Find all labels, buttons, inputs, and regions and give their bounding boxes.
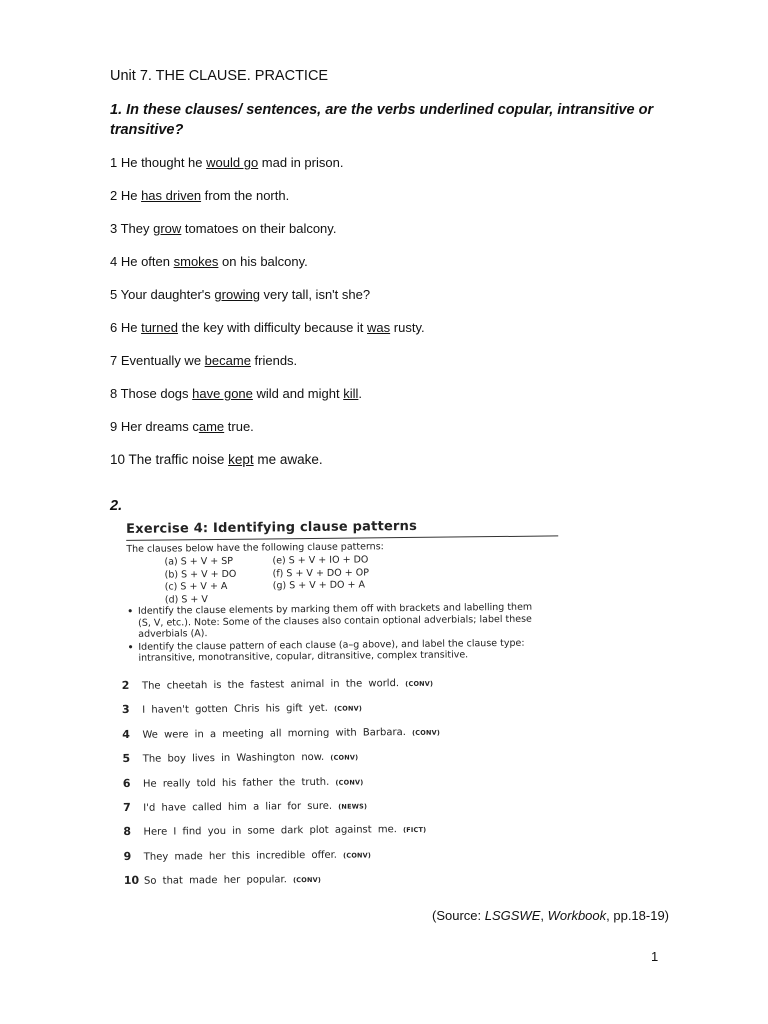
exercise-item: 6 He really told his father the truth. (CONV) — [122, 776, 364, 790]
sentence-7: 7 Eventually we became friends. — [110, 353, 298, 368]
exercise-item: 4 We were in a meeting all morning with Barbara. (CONV) — [122, 726, 441, 741]
exercise-items — [122, 674, 564, 898]
pattern-row: (c) S + V + A (g) S + V + DO + A — [164, 579, 366, 593]
page-title: Unit 7. THE CLAUSE. PRACTICE — [110, 68, 329, 84]
scanned-exercise — [120, 513, 574, 898]
sentence-8: 8 Those dogs have gone wild and might kill. — [110, 386, 363, 401]
exercise-item: 7 I'd have called him a liar for sure. (NEWS) — [122, 800, 368, 814]
pattern-row: (b) S + V + DO (f) S + V + DO + OP — [164, 566, 369, 581]
sentence-1: 1 He thought he would go mad in prison. — [110, 155, 344, 170]
sentence-10: 10 The traffic noise kept me awake. — [110, 452, 323, 467]
exercise-item: 2 The cheetah is the fastest animal in the world. (CONV) — [121, 678, 434, 692]
exercise-item: 10 So that made her popular. (CONV) — [123, 873, 322, 888]
exercise-intro: The clauses below have the following clause patterns: — [126, 541, 384, 555]
sentence-3: 3 They grow tomatoes on their balcony. — [110, 221, 337, 236]
instruction-list — [127, 602, 548, 666]
source-citation: (Source: LSGSWE, Workbook, pp.18-19) — [432, 908, 670, 923]
sentence-6: 6 He turned the key with difficulty because it was rusty. — [110, 320, 425, 335]
exercise-item: 5 The boy lives in Washington now. (CONV) — [122, 752, 359, 766]
sentence-2: 2 He has driven from the north. — [110, 188, 290, 203]
sentence-4: 4 He often smokes on his balcony. — [110, 254, 308, 269]
exercise-item: 9 They made her this incredible offer. (CONV) — [123, 849, 372, 863]
pattern-row: (a) S + V + SP (e) S + V + IO + DO — [164, 554, 369, 568]
sentence-5: 5 Your daughter's growing very tall, isn't she? — [110, 287, 371, 302]
exercise-item: 8 Here I find you in some dark plot against me. (FICT) — [123, 824, 427, 839]
clause-patterns — [164, 553, 465, 606]
page-number: 1 — [651, 949, 659, 964]
exercise-item: 3 I haven't gotten Chris his gift yet. (CONV) — [121, 703, 363, 717]
pattern-row: (d) S + V — [164, 593, 208, 606]
question-1-heading: 1. In these clauses/ sentences, are the verbs underlined copular, intransitive or transitive? — [110, 102, 654, 138]
sentence-9: 9 Her dreams came true. — [110, 419, 254, 434]
sentence-list — [110, 154, 670, 484]
exercise-title: Exercise 4: Identifying clause patterns — [126, 518, 418, 537]
question-2-heading: 2. — [110, 498, 123, 514]
instruction-item: • Identify the clause pattern of each clause (a–g above), and label the clause type: intransitive, monotransitive, copular, ditransitive, complex transitive. — [127, 637, 547, 664]
instruction-item: • Identify the clause elements by marking them off with brackets and labelling them (S, V, etc.). Note: Some of the clauses also contain optional adverbials; label these adverbials (A). — [127, 602, 547, 641]
